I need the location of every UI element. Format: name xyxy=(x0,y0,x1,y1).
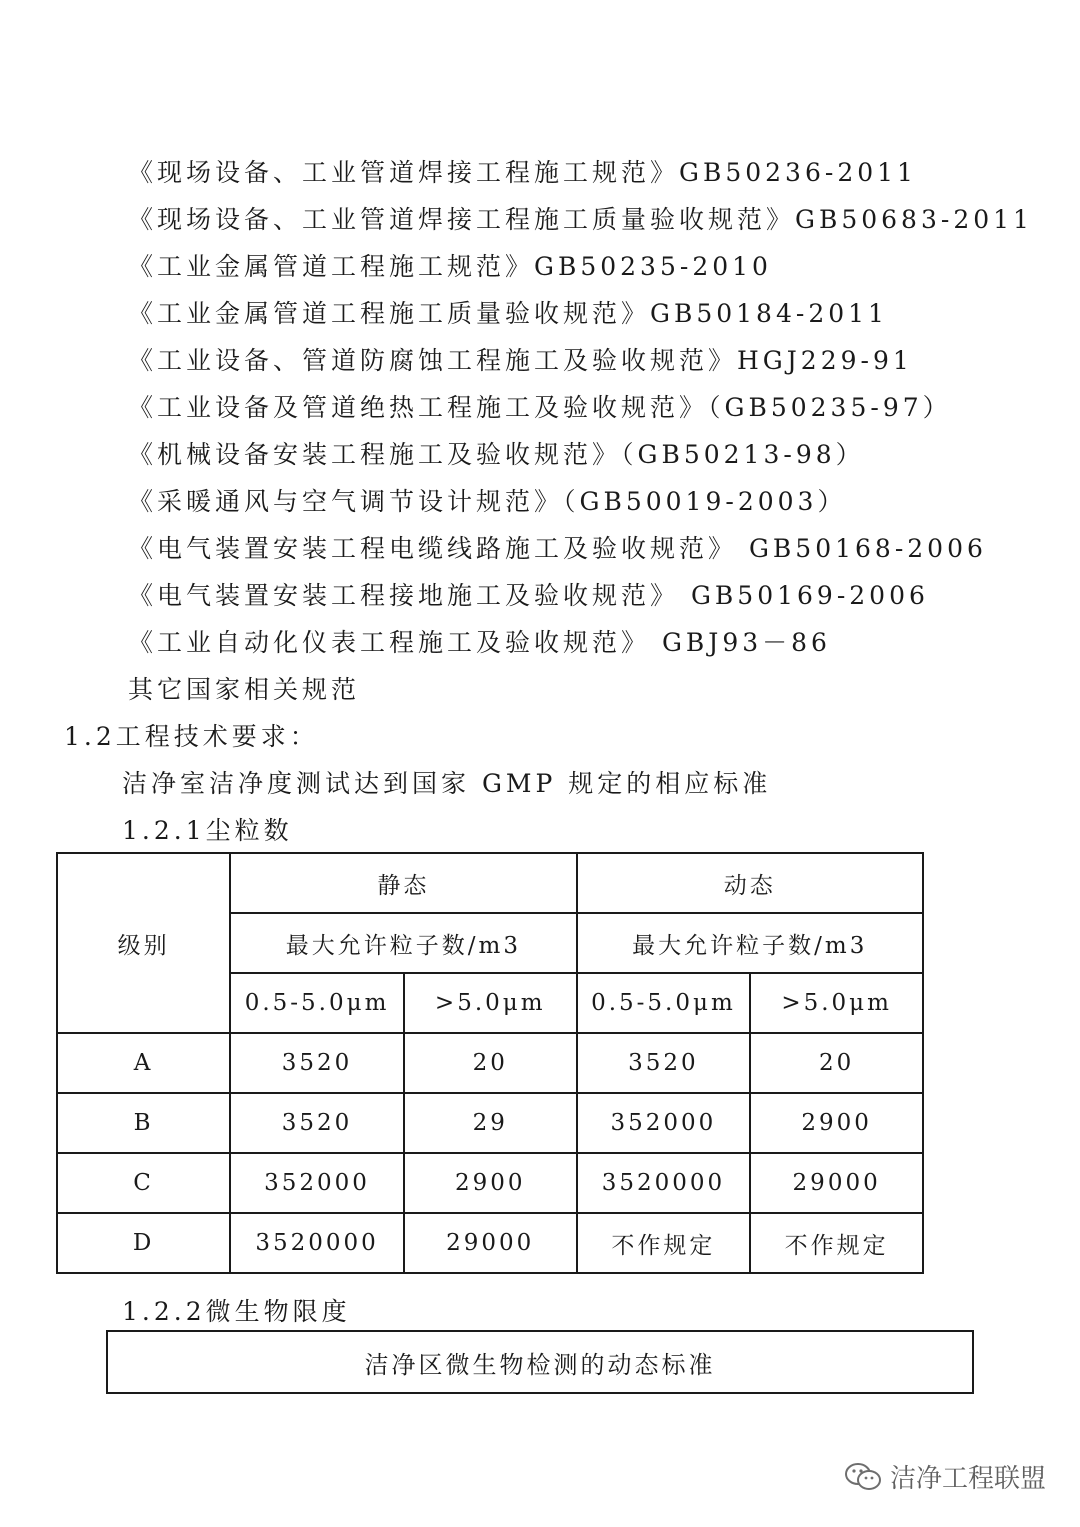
standard-line-2: 《现场设备、工业管道焊接工程施工质量验收规范》GB50683-2011 xyxy=(128,205,1033,234)
grade-cell: B xyxy=(57,1093,230,1153)
section-1-2-intro: 洁净室洁净度测试达到国家 GMP 规定的相应标准 xyxy=(122,769,772,798)
dynamic-large-cell: 29000 xyxy=(750,1153,923,1213)
standard-line-11: 《工业自动化仪表工程施工及验收规范》 GBJ93－86 xyxy=(128,628,831,657)
standard-line-3: 《工业金属管道工程施工规范》GB50235-2010 xyxy=(128,252,772,281)
grade-cell: C xyxy=(57,1153,230,1213)
table-row xyxy=(57,1213,923,1273)
static-max-particles-header: 最大允许粒子数/m3 xyxy=(230,913,576,973)
static-small-cell: 3520 xyxy=(230,1033,404,1093)
dynamic-small-cell: 352000 xyxy=(577,1093,751,1153)
wechat-icon xyxy=(844,1461,882,1493)
microbe-table-header: 洁净区微生物检测的动态标准 xyxy=(107,1331,973,1393)
standard-line-7: 《机械设备安装工程施工及验收规范》（GB50213-98） xyxy=(128,440,865,469)
standard-line-8: 《采暖通风与空气调节设计规范》（GB50019-2003） xyxy=(128,487,847,516)
standard-line-5: 《工业设备、管道防腐蚀工程施工及验收规范》HGJ229-91 xyxy=(128,346,913,375)
static-header: 静态 xyxy=(230,853,576,913)
standard-line-12: 其它国家相关规范 xyxy=(128,675,361,704)
dynamic-range-small: 0.5-5.0μm xyxy=(577,973,751,1033)
standard-line-4: 《工业金属管道工程施工质量验收规范》GB50184-2011 xyxy=(128,299,888,328)
section-1-2-1-title: 1.2.1尘粒数 xyxy=(122,816,293,845)
dynamic-large-cell: 20 xyxy=(750,1033,923,1093)
grade-header: 级别 xyxy=(57,853,230,1033)
dynamic-header: 动态 xyxy=(577,853,923,913)
watermark-text: 洁净工程联盟 xyxy=(889,1464,1046,1494)
standard-line-1: 《现场设备、工业管道焊接工程施工规范》GB50236-2011 xyxy=(128,158,917,187)
standard-line-9: 《电气装置安装工程电缆线路施工及验收规范》 GB50168-2006 xyxy=(128,534,987,563)
table-row xyxy=(57,1153,923,1213)
static-small-cell: 3520 xyxy=(230,1093,404,1153)
static-small-cell: 352000 xyxy=(230,1153,404,1213)
static-small-cell: 3520000 xyxy=(230,1213,404,1273)
dynamic-range-large: >5.0μm xyxy=(750,973,923,1033)
static-large-cell: 29000 xyxy=(404,1213,577,1273)
static-range-large: >5.0μm xyxy=(404,973,577,1033)
section-1-2-title: 1.2工程技术要求： xyxy=(64,722,319,751)
dynamic-large-cell: 不作规定 xyxy=(750,1213,923,1273)
dust-particle-table xyxy=(56,852,924,1274)
table-row xyxy=(57,1033,923,1093)
grade-cell: A xyxy=(57,1033,230,1093)
table-header-row xyxy=(57,853,923,913)
section-1-2-2-title: 1.2.2微生物限度 xyxy=(122,1297,351,1326)
static-large-cell: 29 xyxy=(404,1093,577,1153)
watermark xyxy=(844,1458,1046,1495)
microbe-table xyxy=(106,1330,974,1394)
dynamic-max-particles-header: 最大允许粒子数/m3 xyxy=(577,913,923,973)
static-large-cell: 20 xyxy=(404,1033,577,1093)
static-large-cell: 2900 xyxy=(404,1153,577,1213)
standard-line-6: 《工业设备及管道绝热工程施工及验收规范》（GB50235-97） xyxy=(128,393,952,422)
grade-cell: D xyxy=(57,1213,230,1273)
dynamic-large-cell: 2900 xyxy=(750,1093,923,1153)
dynamic-small-cell: 不作规定 xyxy=(577,1213,751,1273)
table-row xyxy=(57,1093,923,1153)
standard-line-10: 《电气装置安装工程接地施工及验收规范》 GB50169-2006 xyxy=(128,581,929,610)
microbe-table-header-row xyxy=(107,1331,973,1393)
dynamic-small-cell: 3520000 xyxy=(577,1153,751,1213)
static-range-small: 0.5-5.0μm xyxy=(230,973,404,1033)
dynamic-small-cell: 3520 xyxy=(577,1033,751,1093)
